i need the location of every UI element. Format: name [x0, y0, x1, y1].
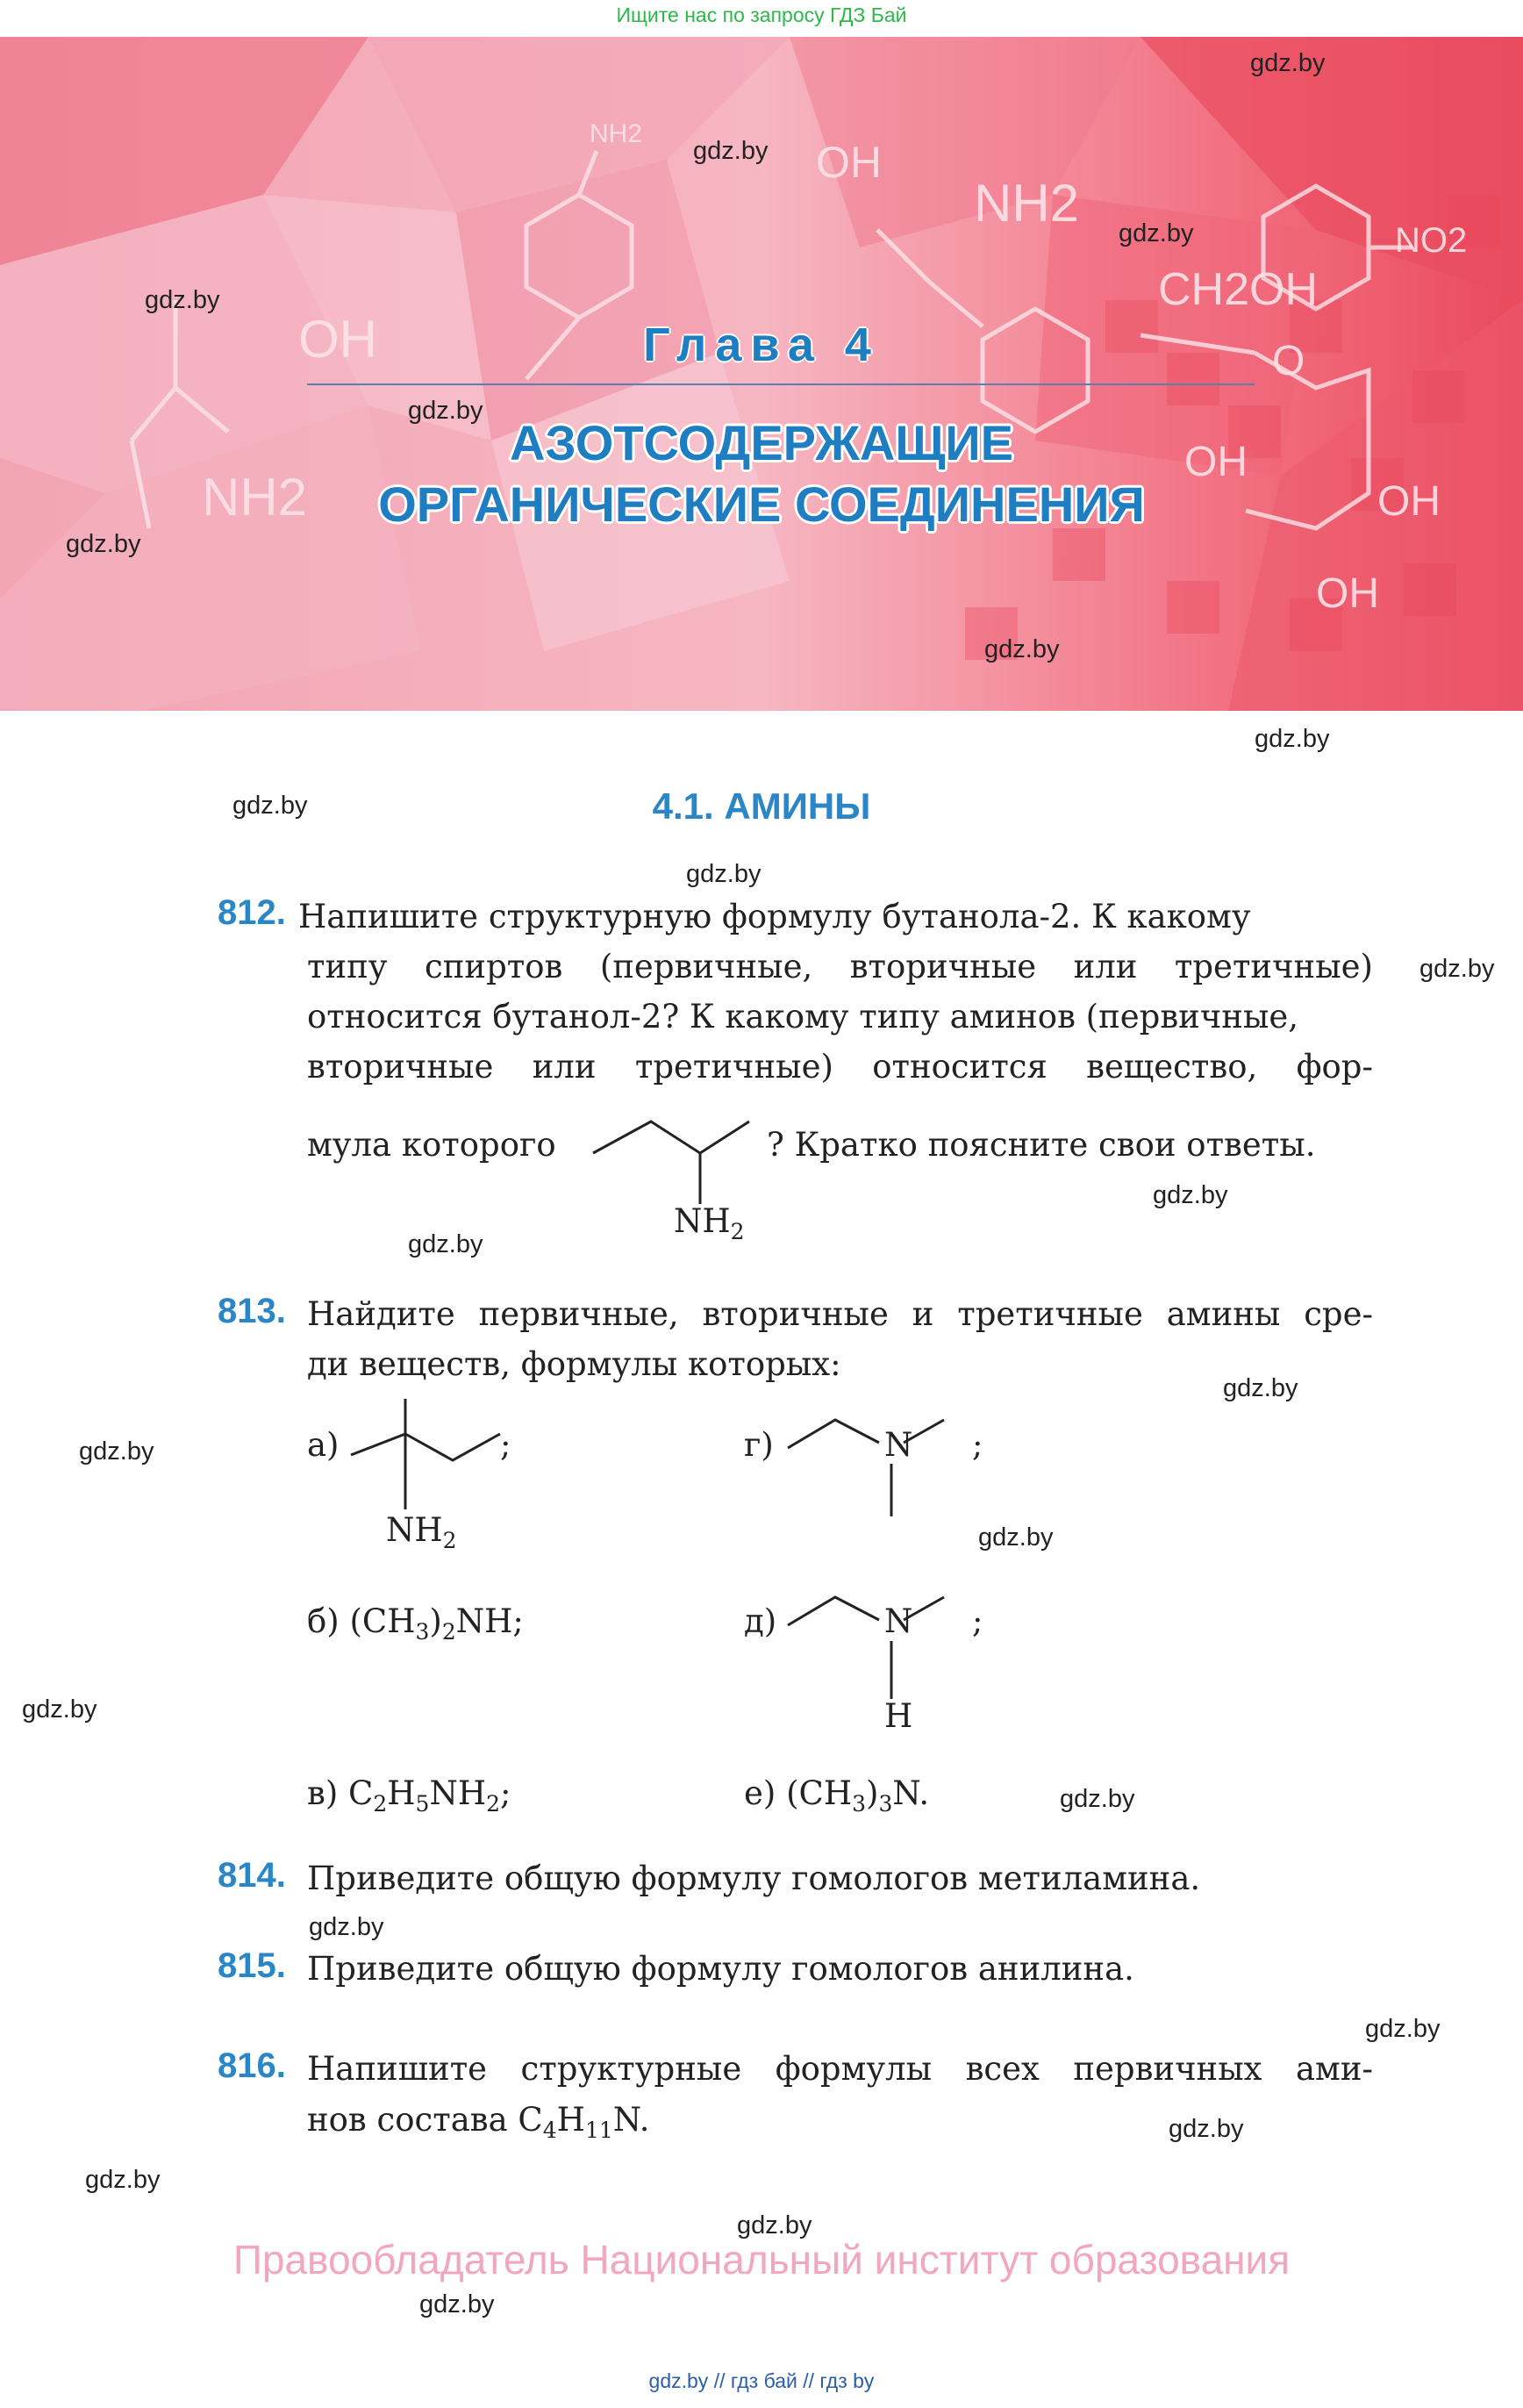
watermark: gdz.by: [145, 286, 220, 314]
top-search-note: Ищите нас по запросу ГДЗ Бай: [616, 4, 907, 26]
option-a-structure: [349, 1397, 525, 1511]
task-814-text: Приведите общую формулу гомологов метиламина.: [307, 1860, 1201, 1897]
chapter-divider: [307, 383, 1255, 385]
task-812-line1: Напишите структурную формулу бутанола-2. К какому: [298, 898, 1251, 935]
task-816-line2: нов состава $C_4H_{11}N$.: [307, 2101, 650, 2143]
task-813-line2: ди веществ, формулы которых:: [307, 1345, 841, 1383]
watermark: gdz.by: [1365, 2015, 1441, 2043]
option-a-nh2: $NH_2$: [386, 1511, 457, 1553]
option-d-h: H: [884, 1697, 913, 1735]
watermark: gdz.by: [66, 530, 141, 558]
task-812-line4: вторичные или третичные) относится вещество, фор-: [307, 1048, 1373, 1086]
bottom-links[interactable]: gdz.by // гдз бай // гдз by: [648, 2369, 875, 2392]
task-816-line1: Напишите структурные формулы всех первичных ами-: [307, 2050, 1373, 2088]
watermark: gdz.by: [232, 792, 308, 820]
task-812-nh2: $NH_2$: [674, 1202, 745, 1244]
task-812-line5b: ? Кратко поясните свои ответы.: [767, 1126, 1316, 1164]
svg-text:NO2: NO2: [1395, 221, 1468, 260]
task-number-816: 816.: [218, 2046, 286, 2085]
watermark: gdz.by: [984, 635, 1060, 663]
svg-text:OH: OH: [1184, 439, 1248, 485]
chapter-label: Глава 4: [643, 319, 880, 371]
task-812-line3: относится бутанол-2? К какому типу аминов (первичные,: [307, 998, 1299, 1036]
watermark: gdz.by: [686, 860, 762, 888]
watermark: gdz.by: [85, 2166, 161, 2194]
chapter-title-line2: ОРГАНИЧЕСКИЕ СОЕДИНЕНИЯ: [378, 477, 1145, 532]
option-a-label: а): [307, 1426, 340, 1464]
task-number-813: 813.: [218, 1292, 286, 1330]
svg-text:O: O: [1272, 338, 1305, 384]
watermark: gdz.by: [1169, 2115, 1244, 2143]
chapter-title: [0, 412, 1523, 535]
svg-text:NH2: NH2: [202, 468, 308, 527]
task-number-815: 815.: [218, 1946, 286, 1985]
svg-text:OH: OH: [1316, 570, 1379, 617]
watermark: gdz.by: [1419, 955, 1495, 983]
chapter-title-line1: АЗОТСОДЕРЖАЩИЕ: [510, 415, 1013, 470]
watermark: gdz.by: [1153, 1181, 1228, 1209]
watermark: gdz.by: [737, 2211, 812, 2240]
watermark: gdz.by: [978, 1523, 1054, 1552]
butan-2-amine-structure: [588, 1106, 763, 1211]
task-813-line1: Найдите первичные, вторичные и третичные амины сре-: [307, 1295, 1373, 1333]
watermark: gdz.by: [1255, 725, 1330, 753]
chapter-banner: [0, 37, 1523, 711]
task-812-line2: типу спиртов (первичные, вторичные или третичные): [307, 948, 1373, 985]
svg-text:NH2: NH2: [974, 174, 1080, 233]
watermark: gdz.by: [79, 1437, 154, 1466]
svg-text:OH: OH: [298, 310, 377, 369]
task-number-812: 812.: [218, 893, 286, 932]
watermark: gdz.by: [1060, 1785, 1135, 1813]
copyright-notice: Правообладатель Национальный институт образования: [232, 2237, 1291, 2283]
option-g-semicolon: ;: [972, 1426, 983, 1464]
task-number-814: 814.: [218, 1856, 286, 1895]
svg-text:CH2OH: CH2OH: [1158, 264, 1319, 315]
option-d-n: N: [884, 1602, 913, 1640]
watermark: gdz.by: [309, 1913, 384, 1941]
option-g-n: N: [884, 1426, 913, 1464]
option-e-formula: е) $(CH_3)_3N$.: [744, 1774, 930, 1817]
svg-text:OH: OH: [1377, 478, 1441, 525]
watermark: gdz.by: [419, 2290, 495, 2318]
option-d-semicolon: ;: [972, 1602, 983, 1640]
svg-text:OH: OH: [816, 138, 882, 187]
option-v-formula: в) $C_2H_5NH_2$;: [307, 1774, 511, 1817]
section-title: 4.1. АМИНЫ: [652, 785, 871, 827]
option-g-label: г): [744, 1426, 774, 1464]
option-a-semicolon: ;: [500, 1426, 511, 1464]
watermark: gdz.by: [408, 397, 483, 425]
watermark: gdz.by: [693, 137, 769, 165]
watermark: gdz.by: [1223, 1374, 1298, 1402]
watermark: gdz.by: [1250, 49, 1326, 77]
watermark: gdz.by: [22, 1695, 97, 1724]
option-d-label: д): [744, 1602, 777, 1640]
watermark: gdz.by: [1119, 219, 1194, 247]
option-d-structure: [786, 1580, 988, 1702]
task-815-text: Приведите общую формулу гомологов анилина.: [307, 1950, 1134, 1988]
task-812-line5a: мула которого: [307, 1126, 556, 1164]
option-b-formula: б) $(CH_3)_2NH$;: [307, 1602, 524, 1645]
watermark: gdz.by: [408, 1230, 483, 1258]
svg-text:NH2: NH2: [590, 119, 643, 148]
